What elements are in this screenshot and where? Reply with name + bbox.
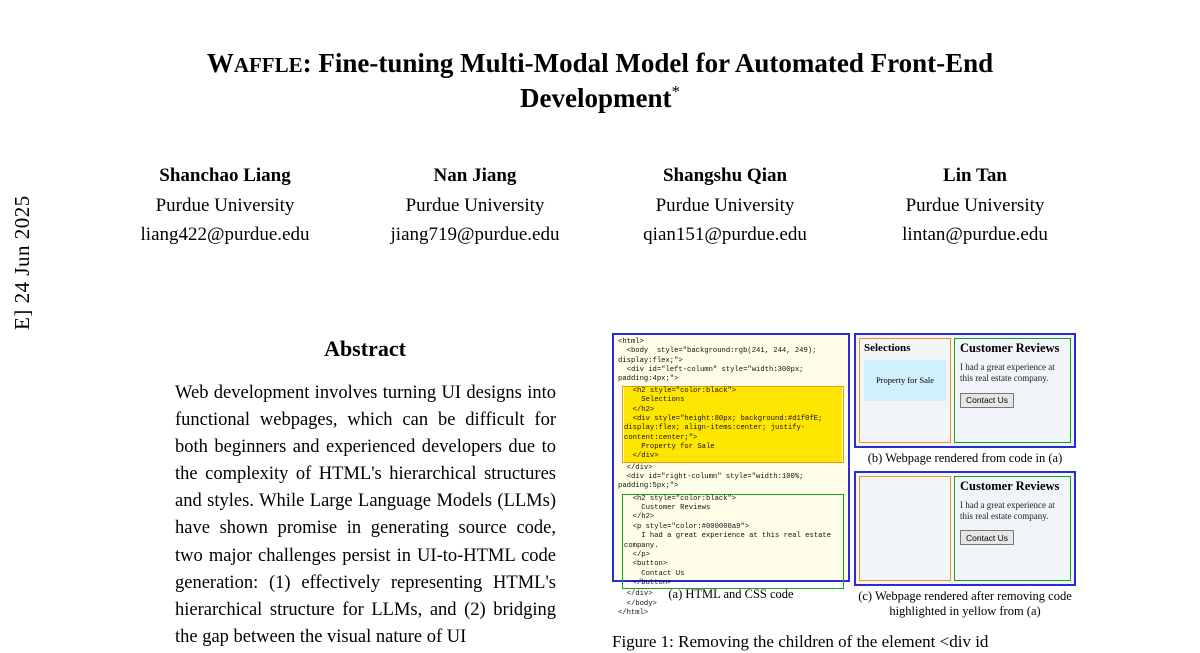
code-line: company. [624, 541, 659, 550]
code-line: </p> [624, 550, 650, 559]
code-line: Contact Us [624, 569, 685, 578]
abstract-heading: Abstract [324, 336, 406, 361]
author-affiliation: Purdue University [405, 194, 545, 216]
right-column-block [622, 494, 844, 590]
rendered-right-column-c [954, 476, 1071, 581]
property-banner: Property for Sale [864, 360, 946, 401]
author-name: Shanchao Liang [159, 165, 291, 186]
code-line: </h2> [624, 406, 842, 415]
abstract-body: Web development involves turning UI designs into functional webpages, which can be difficult for both beginners and experienced developers due to the complexity of HTML's hierarchical structures and styles. While Large Language Models (LLMs) have shown promise in generating source code, two major challenges persist in UI-to-HTML code generation: (1) effectively representing HTML's hierarchical structure for LLMs, and (2) bridging the gap between the visual nature of UI [175, 383, 556, 647]
code-line: <div id="left-column" style="width:300px; [618, 366, 804, 375]
code-line: padding:4px;"> [618, 375, 679, 384]
code-line: </button> [624, 578, 672, 587]
title-smallcaps: AFFLE [233, 53, 303, 77]
code-line: <button> [624, 560, 668, 569]
title-first-letter: W [206, 48, 234, 78]
contact-us-button[interactable]: Contact Us [960, 530, 1014, 545]
review-text: I had a great experience at this real estate company. [960, 499, 1055, 521]
code-line: <p style="color:#000000a9"> [624, 522, 750, 531]
review-text: I had a great experience at this real estate company. [960, 362, 1055, 384]
author-name: Shangshu Qian [662, 165, 788, 186]
figure-1 [612, 333, 1076, 620]
code-line: </div> [618, 590, 653, 599]
figure-main-caption: Figure 1: Removing the children of the element <div id [612, 632, 989, 651]
figure-subpanel-a [612, 333, 850, 618]
author-email: qian151@purdue.edu [643, 223, 807, 245]
author-email: liang422@purdue.edu [140, 223, 310, 245]
author-email: lintan@purdue.edu [902, 223, 1048, 245]
customer-reviews-heading: Customer Reviews [960, 478, 1060, 493]
code-line: </h2> [624, 513, 655, 522]
code-line: padding:5px;"> [618, 482, 679, 491]
code-line: <html> [618, 338, 644, 346]
code-line: </body> [618, 599, 657, 608]
rendered-webpage-c [854, 471, 1076, 586]
code-line: content:center;"> [624, 434, 842, 443]
customer-reviews-heading: Customer Reviews [960, 341, 1060, 355]
code-line: I had a great experience at this real estate [624, 532, 832, 541]
code-line: </div> [624, 452, 842, 461]
code-line: <h2 style="color:black"> [624, 494, 737, 503]
rendered-webpage-b [854, 333, 1076, 448]
code-line: <div style="height:80px; background:#d1f0fE; [624, 415, 842, 424]
author-email: jiang719@purdue.edu [390, 223, 560, 245]
code-line: Customer Reviews [624, 504, 711, 513]
code-line: display:flex; align-items:center; justify- [624, 424, 842, 433]
rendered-left-column-c [859, 476, 951, 581]
figure-row [612, 333, 1076, 620]
code-line: </div> [618, 463, 653, 472]
code-line: </html> [618, 609, 649, 618]
figure-caption-a: (a) HTML and CSS code [668, 587, 794, 601]
author-block [610, 162, 840, 249]
rendered-right-column-b [954, 338, 1071, 443]
arxiv-stamp: E] 24 Jun 2025 [10, 195, 34, 330]
author-name: Nan Jiang [433, 165, 517, 186]
title-rest: : Fine-tuning Multi-Modal Model for Automated Front-End Development [302, 48, 994, 113]
author-affiliation: Purdue University [905, 194, 1045, 216]
figure-subpanels-bc [854, 333, 1076, 620]
code-line: Property for Sale [624, 443, 842, 452]
code-line: <div id="right-column" style="width:100%; [618, 473, 804, 482]
rendered-left-column-b [859, 338, 951, 443]
author-block [110, 162, 340, 249]
author-list [100, 162, 1100, 249]
figure-caption-b: (b) Webpage rendered from code in (a) [867, 451, 1063, 465]
contact-us-button[interactable]: Contact Us [960, 393, 1014, 408]
author-affiliation: Purdue University [655, 194, 795, 216]
figure-caption-c: (c) Webpage rendered after removing code highlighted in yellow from (a) [858, 588, 1072, 619]
selections-heading: Selections [864, 342, 911, 354]
code-line: <h2 style="color:black"> [624, 387, 842, 396]
author-name: Lin Tan [943, 165, 1007, 186]
code-line: Selections [624, 396, 842, 405]
page-title [150, 46, 1050, 115]
title-footnote-marker: * [671, 81, 680, 101]
code-line: display:flex;"> [618, 356, 683, 365]
code-line: <body style="background:rgb(241, 244, 249); [618, 347, 817, 356]
author-block [860, 162, 1090, 249]
author-block [360, 162, 590, 249]
highlighted-left-column-block [622, 386, 844, 463]
author-affiliation: Purdue University [155, 194, 295, 216]
